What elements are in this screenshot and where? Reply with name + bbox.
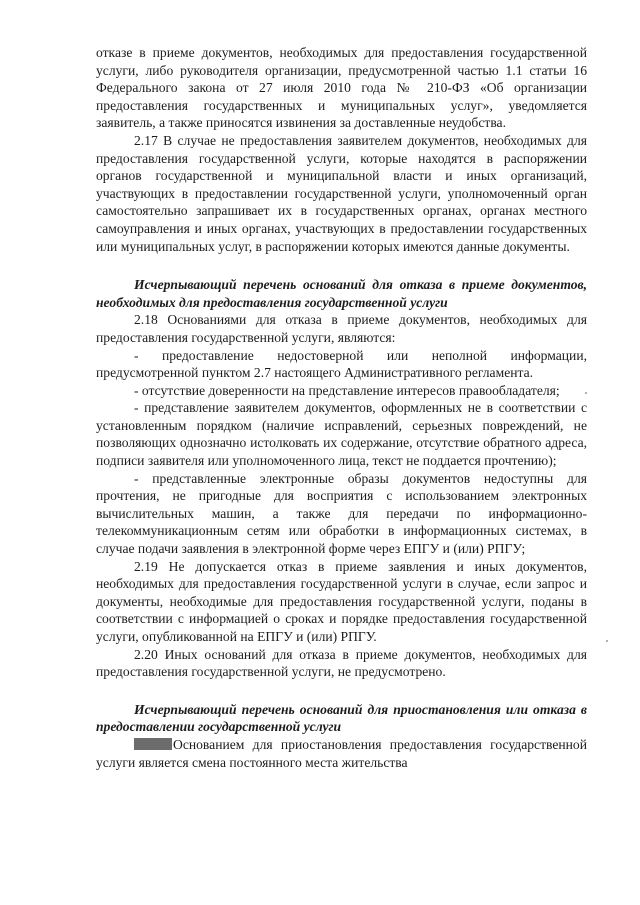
spacer (96, 255, 587, 276)
paragraph-2-18: 2.18 Основаниями для отказа в приеме документов, необходимых для предоставления государственной услуги, являются: (96, 312, 587, 345)
paragraph-2-21 (96, 736, 587, 771)
redaction-mark (134, 738, 172, 750)
paragraph-2-19: 2.19 Не допускается отказ в приеме заявления и иных документов, необходимых для предоставления государственной услуги в случае, если запрос и документы, необходимые для предоставления государственной услуги, поданы в соответствии с информацией о сроках и порядке предоставления государственной услуги, опубликованной на ЕПГУ и (или) РПГУ. (96, 558, 587, 644)
paragraph-intro: отказе в приеме документов, необходимых для предоставления государственной услуги, либо руководителя организации, предусмотренной частью 1.1 статьи 16 Федерального закона от 27 июля 2010 года № 210-ФЗ «Об организации предоставления государственных и муниципальных услуг», уведомляется заявитель, а также приносятся извинения за доставленные неудобства. (96, 45, 587, 131)
spacer (96, 681, 587, 701)
scan-speck (606, 640, 608, 642)
section-heading-refusal-docs: Исчерпывающий перечень оснований для отказа в приеме документов, необходимых для предоставления государственной услуги (96, 277, 587, 310)
list-item-3: - представление заявителем документов, оформленных не в соответствии с установленным порядком (наличие исправлений, серьезных повреждений, не позволяющих однозначно истолковать их содержание, отсутствие обратного адреса, подписи заявителя или уполномоченного лица, текст не поддается прочтению); (96, 400, 587, 469)
paragraph-2-17: 2.17 В случае не предоставления заявителем документов, необходимых для предоставления государственной услуги, которые находятся в распоряжении органов государственной и муниципальной власти и иных организаций, участвующих в предоставлении государственной услуги, уполномоченный орган самостоятельно запрашивает их в государственных органах, органах местного самоуправления и иных органах, участвующих в предоставлении государственных или муниципальных услуг, в распоряжении которых имеются данные документы. (96, 132, 587, 254)
scan-speck (585, 392, 587, 394)
paragraph-2-21-text: Основанием для приостановления предоставления государственной услуги является смена постоянного места жительства (96, 736, 587, 770)
paragraph-2-20: 2.20 Иных оснований для отказа в приеме документов, необходимых для предоставления государственной услуги, не предусмотрено. (96, 646, 587, 680)
list-item-1: - предоставление недостоверной или неполной информации, предусмотренной пунктом 2.7 настоящего Административного регламента. (96, 347, 587, 381)
list-item-4: - представленные электронные образы документов недоступны для прочтения, не пригодные для восприятия с использованием электронных вычислительных машин, а также для передачи по информационно-телекоммуникационным сетям или обработки в информационных системах, в случае подачи заявления в электронной форме через ЕПГУ и (или) РПГУ; (96, 470, 587, 557)
section-heading-suspension: Исчерпывающий перечень оснований для приостановления или отказа в предоставлении государственной услуги (96, 701, 587, 735)
list-item-2: - отсутствие доверенности на представление интересов правообладателя; (134, 382, 560, 398)
